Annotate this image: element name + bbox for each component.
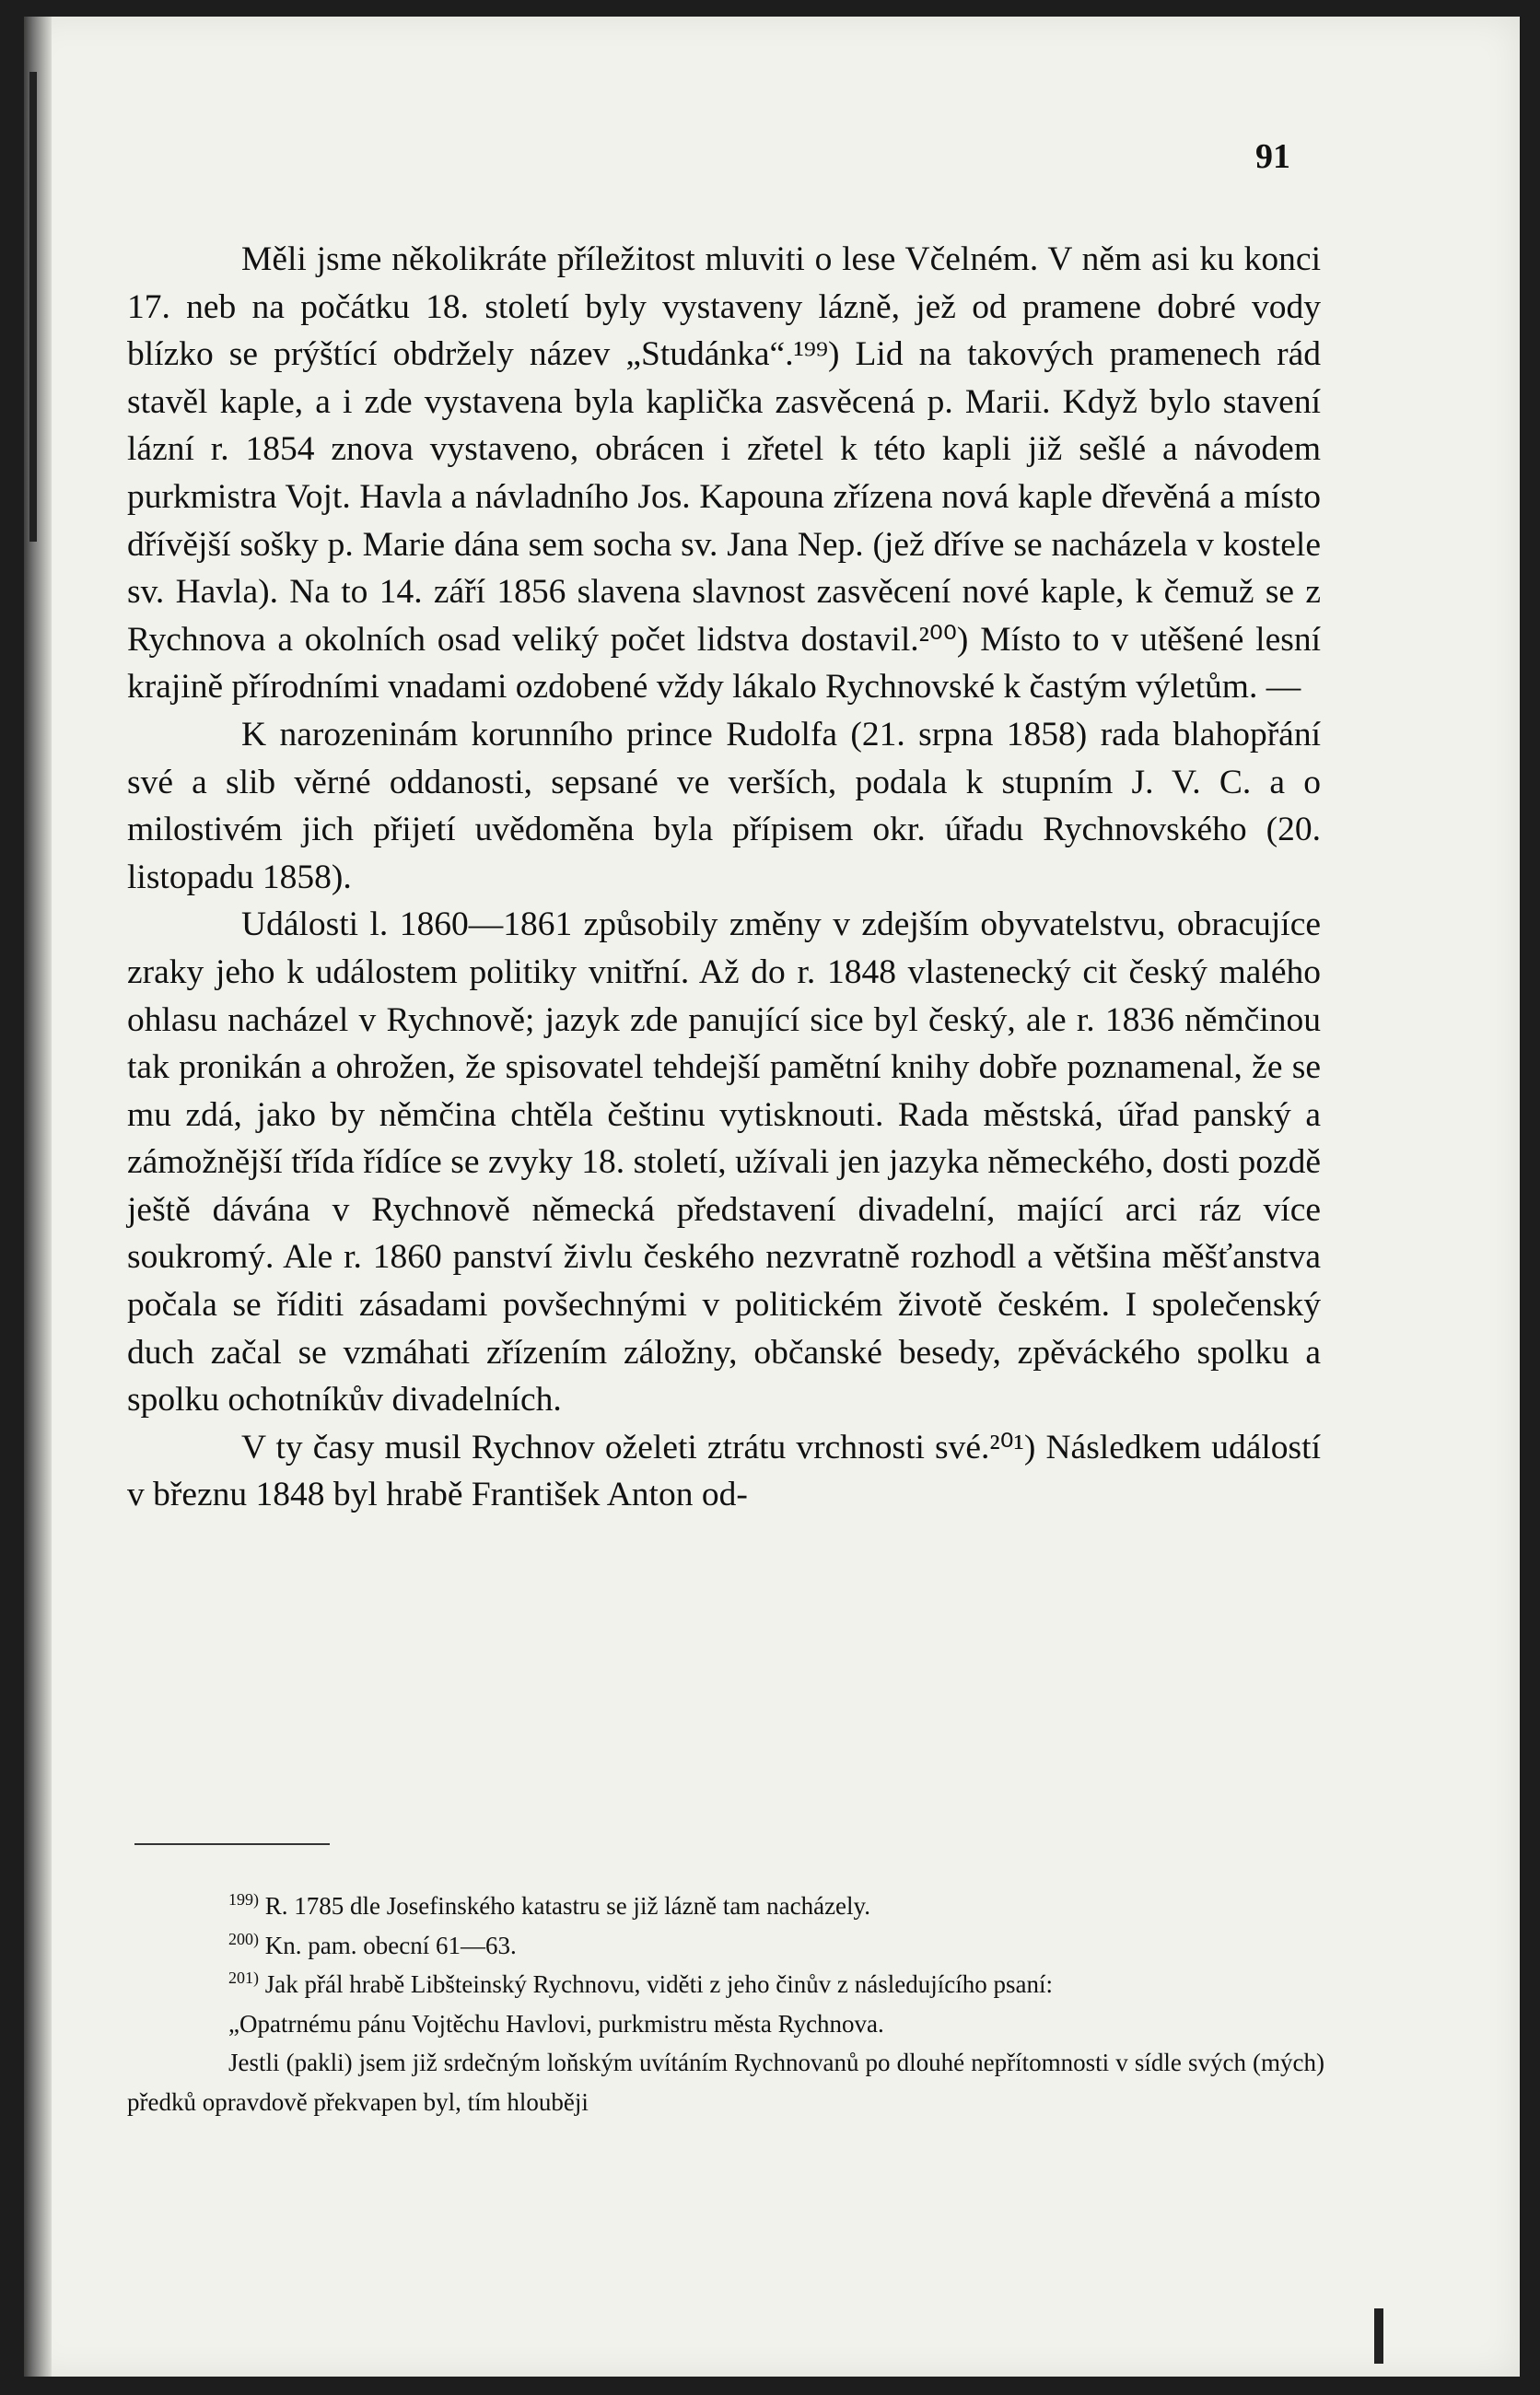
footnote-200 [127, 1926, 1324, 1966]
footnote-quote-address: „Opatrnému pánu Vojtěchu Havlovi, purkmistru města Rychnova. [228, 2009, 884, 2038]
scan-mark-bottom [1374, 2308, 1383, 2364]
paragraph-events-1860: Události l. 1860—1861 způsobily změny v zdejším obyvatelstvu, obracujíce zraky jeho k událostem politiky vnitřní. Až do r. 1848 vlastenecký cit český malého ohlasu nacházel v Rychnově; jazyk zde panující sice byl český, ale r. 1836 němčinou tak pronikán a ohrožen, že spisovatel tehdejší pamětní knihy dobře poznamenal, že se mu zdá, jako by němčina chtěla češtinu vytisknouti. Rada městská, úřad panský a zámožnější třída řídíce se zvyky 18. století, užívali jen jazyka německého, dosti pozdě ještě dávána v Rychnově německá představení divadelní, mající arci ráz více soukromý. Ale r. 1860 panství živlu českého nezvratně rozhodl a většina měšťanstva počala se říditi zásadami povšechnými v politickém životě českém. I společenský duch začal se vzmáhati zřízením záložny, občanské besedy, zpěváckého spolku a spolku ochotníkův divadelních. [127, 905, 1321, 1419]
footnote-201 [127, 1965, 1324, 2004]
paragraph-crown-prince: K narozeninám korunního prince Rudolfa (21. srpna 1858) rada blahopřání své a slib věrné oddanosti, sepsané ve verších, podala k stupním J. V. C. a o milostivém jich přijetí uvědoměna byla přípisem okr. úřadu Rychnovského (20. listopadu 1858). [127, 715, 1321, 896]
footnote-mark: 199) [228, 1890, 259, 1909]
footnotes [127, 1887, 1324, 2121]
footnote-separator [134, 1843, 330, 1845]
paragraph-lordship-loss: V ty časy musil Rychnov oželeti ztrátu vrchnosti své.²⁰¹) Následkem událostí v březnu 1848 byl hrabě František Anton od- [127, 1428, 1321, 1514]
footnote-mark: 200) [228, 1929, 259, 1948]
footnote-text: R. 1785 dle Josefinského katastru se již lázně tam nacházely. [259, 1892, 871, 1920]
footnote-mark: 201) [228, 1969, 259, 1987]
footnote-text: Jak přál hrabě Libšteinský Rychnovu, viděti z jeho činův z následujícího psaní: [259, 1970, 1053, 1998]
page-number: 91 [1255, 137, 1290, 176]
book-page [24, 17, 1520, 2377]
footnote-quote-body: Jestli (pakli) jsem již srdečným loňským uvítáním Rychnovanů po dlouhé nepřítomnosti v sídle svých (mých) předků opravdově překvapen byl, tím hlouběji [127, 2049, 1324, 2116]
scan-mark-left [29, 72, 37, 542]
main-text [127, 236, 1321, 1519]
footnote-text: Kn. pam. obecní 61—63. [259, 1931, 517, 1959]
footnote-199 [127, 1887, 1324, 1926]
paragraph-studanka: Měli jsme několikráte příležitost mluviti o lese Včelném. V něm asi ku konci 17. neb na počátku 18. století byly vystaveny lázně, jež od pramene dobré vody blízko se prýštící obdržely název „Studánka“.¹⁹⁹) Lid na takových pramenech rád stavěl kaple, a i zde vystavena byla kaplička zasvěcená p. Marii. Když bylo stavení lázní r. 1854 znova vystaveno, obrácen i zřetel k této kapli již sešlé a návodem purkmistra Vojt. Havla a návladního Jos. Kapouna zřízena nová kaple dřevěná a místo dřívější sošky p. Marie dána sem socha sv. Jana Nep. (jež dříve se nacházela v kostele sv. Havla). Na to 14. září 1856 slavena slavnost zasvěcení nové kaple, k čemuž se z Rychnova a okolních osad veliký počet lidstva dostavil.²⁰⁰) Místo to v utěšené lesní krajině přírodními vnadami ozdobené vždy lákalo Rychnovské k častým výletům. — [127, 240, 1321, 707]
